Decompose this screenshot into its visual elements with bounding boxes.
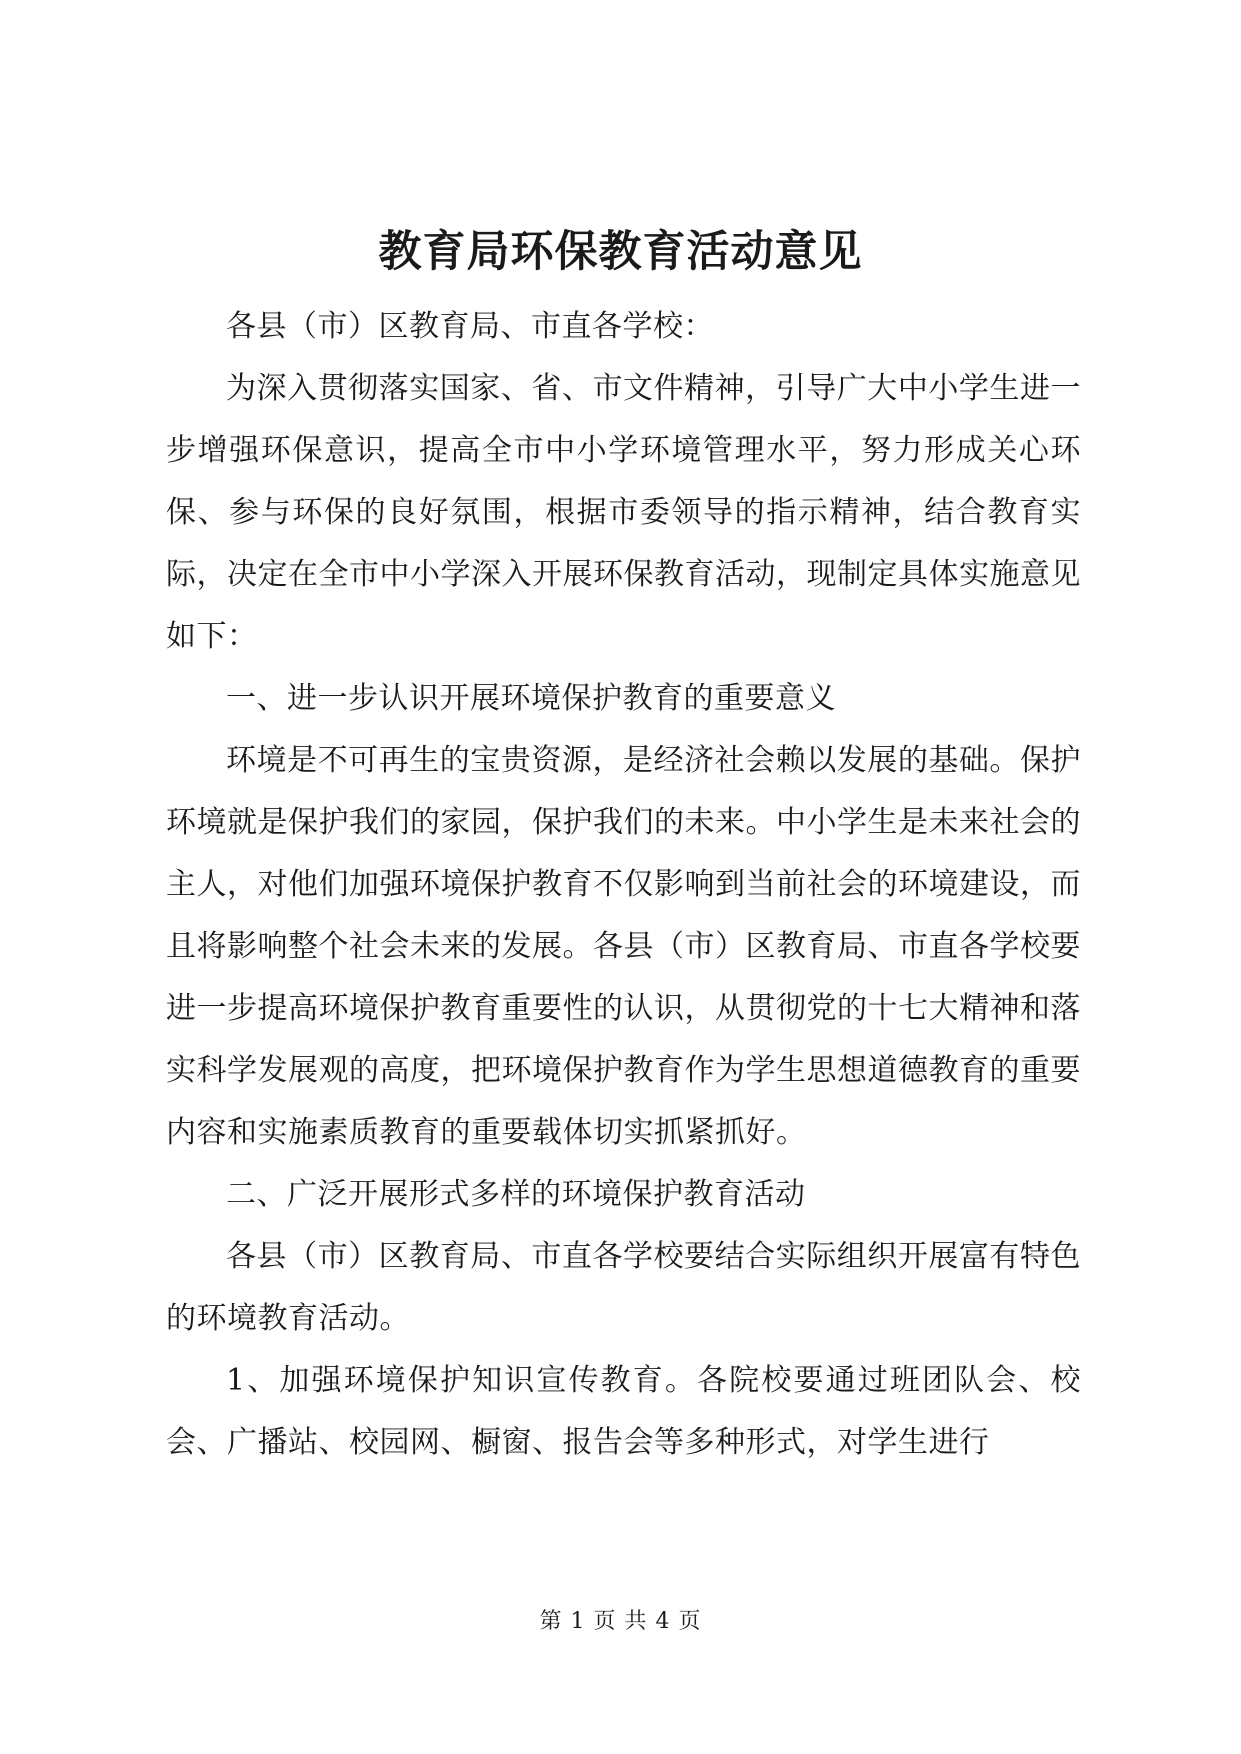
item-1-paragraph: 1、加强环境保护知识宣传教育。各院校要通过班团队会、校会、广播站、校园网、橱窗、报告会等多种形式，对学生进行: [166, 1363, 1081, 1460]
intro-paragraph: 为深入贯彻落实国家、省、市文件精神，引导广大中小学生进一步增强环保意识，提高全市中小学环境管理水平，努力形成关心环保、参与环保的良好氛围，根据市委领导的指示精神，结合教育实际，决定在全市中小学深入开展环保教育活动，现制定具体实施意见如下：: [166, 371, 1081, 654]
salutation-paragraph: 各县（市）区教育局、市直各学校：: [226, 309, 714, 344]
document-body: [166, 296, 1081, 1474]
section-2-paragraph: 各县（市）区教育局、市直各学校要结合实际组织开展富有特色的环境教育活动。: [166, 1239, 1081, 1336]
document-title: 教育局环保教育活动意见: [378, 227, 863, 277]
section-heading-2: 二、广泛开展形式多样的环境保护教育活动: [226, 1177, 806, 1212]
page-number-footer: 第 1 页 共 4 页: [539, 1609, 702, 1634]
section-1-paragraph: 环境是不可再生的宝贵资源，是经济社会赖以发展的基础。保护环境就是保护我们的家园，保护我们的未来。中小学生是未来社会的主人，对他们加强环境保护教育不仅影响到当前社会的环境建设，而且将影响整个社会未来的发展。各县（市）区教育局、市直各学校要进一步提高环境保护教育重要性的认识，从贯彻党的十七大精神和落实科学发展观的高度，把环境保护教育作为学生思想道德教育的重要内容和实施素质教育的重要载体切实抓紧抓好。: [166, 743, 1081, 1150]
section-heading-1: 一、进一步认识开展环境保护教育的重要意义: [226, 681, 836, 716]
